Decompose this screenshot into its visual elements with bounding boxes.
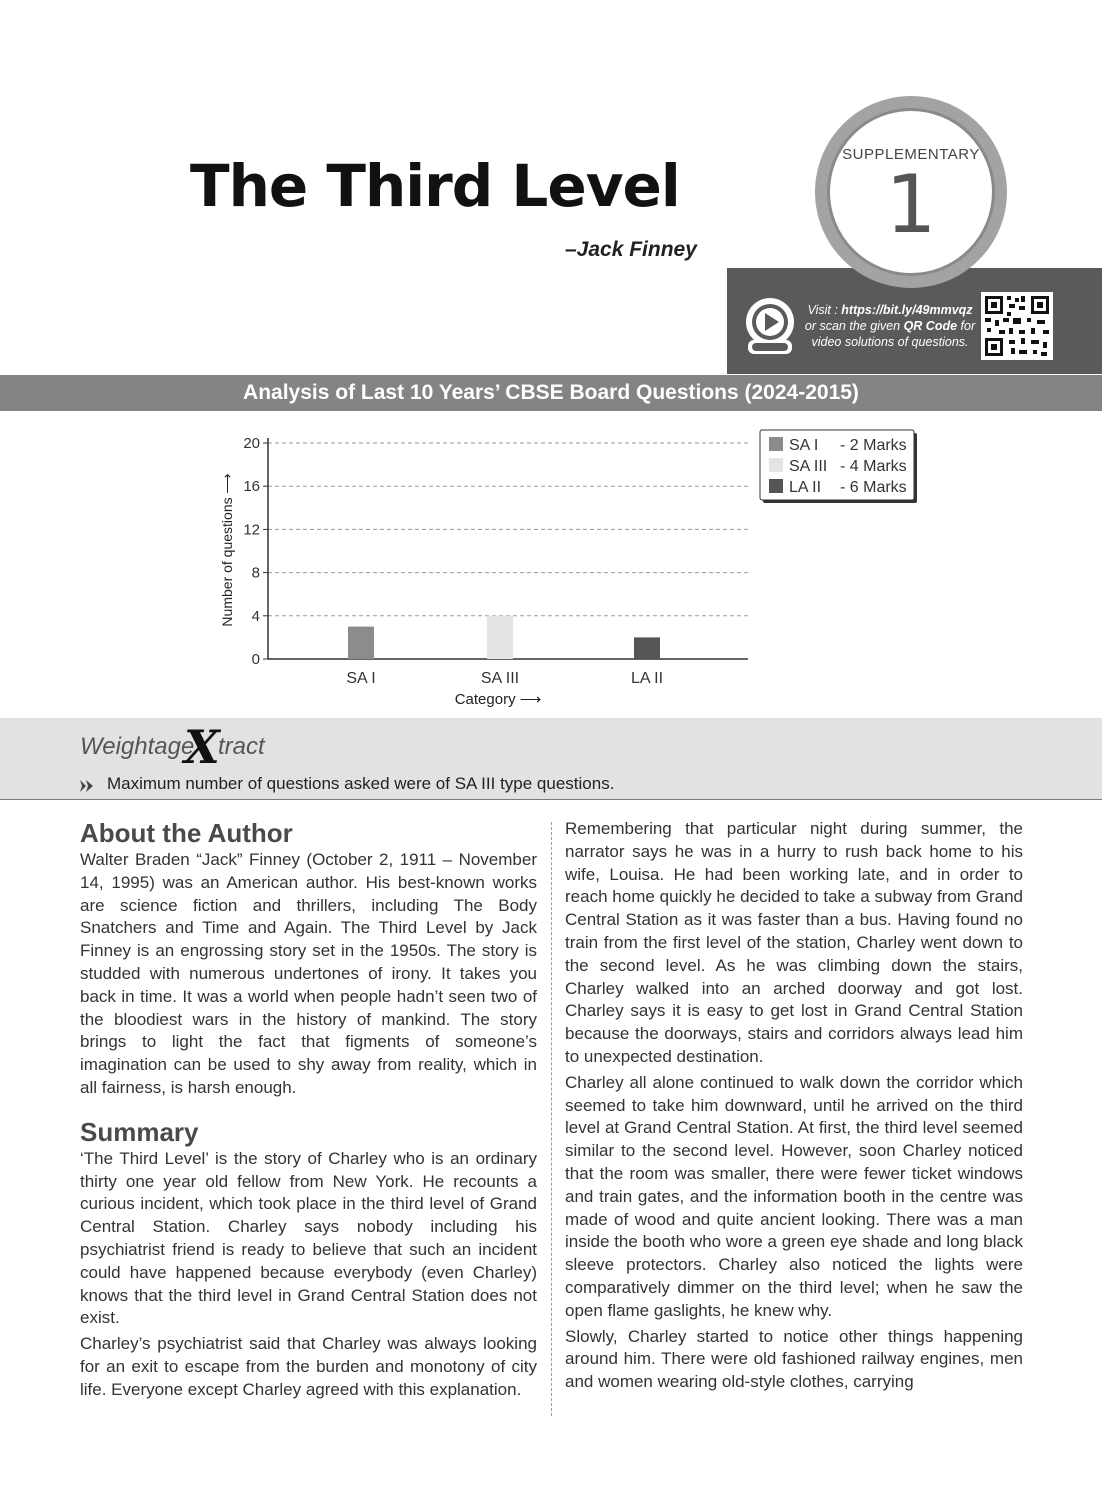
analysis-bar-chart (210, 420, 930, 710)
badge-label: SUPPLEMENTARY (842, 146, 980, 163)
bar-la-ii (634, 637, 660, 659)
summary-paragraph-3: Remembering that particular night during summer, the narrator says he was in a hurry to rush back home to his wife, Louisa. He had been working late, and in order to reach home quickly he decided to take a subway from Grand Central Station as it was faster than a bus. Having found no train from the first level of the station, Charley went down to the second level. As he was climbing down the stairs, Charley walked into an arched doorway and got lost. Charley says it is easy to get lost in Grand Central Station because the doorways, stairs and corridors always lead him to unexpected destination. (565, 819, 1023, 1066)
y-tick-label: 20 (243, 435, 260, 452)
legend-name: SA I (789, 437, 819, 454)
y-tick-label: 0 (251, 651, 260, 668)
video-instructions (804, 302, 976, 350)
summary-paragraph-2: Charley’s psychiatrist said that Charley was always looking for an exit to escape from the burden and monotony of city life. Everyone except Charley agreed with this explanation. (80, 1334, 537, 1399)
legend-desc: - 4 Marks (840, 458, 907, 475)
summary-paragraph-4: Charley all alone continued to walk down the corridor which seemed to take him downward, until he arrived on the third level at Grand Central Station. At first, the third level seemed similar to the second level. However, soon Charley noticed that the room was smaller, there were fewer ticket windows and train gates, and the information booth in the centre was made of wood and quite ancient looking. There was a man inside the booth who wore a green eye shade and long black sleeve protectors. Charley also noticed the lights were comparatively dimmer on the third level; when he saw the open flame gaslights, he knew why. (565, 1072, 1023, 1320)
right-column (565, 818, 1023, 1397)
legend-desc: - 2 Marks (840, 437, 907, 454)
y-tick-label: 12 (243, 521, 260, 539)
summary-heading: Summary (80, 1116, 199, 1147)
about-text: Walter Braden “Jack” Finney (October 2, 1911 – November 14, 1995) was an American author. His best-known works are science fiction and thrillers, including The Body Snatchers and Time and Again. The Third Level by Jack Finney is an engrossing story set in the 1950s. The story is studded with numerous undertones of irony. It takes you back in time. It was a world when people hadn’t seen two of the bloodiest wars in the history of mankind. The story brings to light the fact that figments of someone’s imagination can be used to shy away from reality, which in all fairness, is harsh enough. (80, 850, 537, 1097)
weightage-logo-prefix: Weightage (80, 733, 195, 760)
bar-sa-i (348, 627, 374, 659)
legend-swatch (769, 437, 783, 451)
visit-prefix: Visit : (807, 303, 842, 317)
double-chevron-right-icon (80, 778, 94, 794)
left-column (80, 818, 537, 1405)
analysis-title: Analysis of Last 10 Years’ CBSE Board Questions (2024-2015) (0, 375, 1102, 411)
y-tick-label: 4 (251, 607, 260, 625)
chapter-author: –Jack Finney (565, 238, 697, 261)
about-heading: About the Author (80, 818, 293, 848)
scan-suffix: for (957, 319, 976, 333)
legend-name: LA II (789, 479, 822, 496)
scan-prefix: or scan the given (804, 319, 904, 333)
x-tick-label: SA III (480, 670, 520, 687)
qr-code-label: QR Code (903, 319, 958, 333)
video-note: video solutions of questions. (811, 335, 969, 349)
summary-paragraph-1: ‘The Third Level’ is the story of Charley who is an ordinary thirty one year old fellow from New York. He recounts a curious incident, which took place in the third level of Grand Central Station. Charley says nobody including his psychiatrist friend is ready to believe that such an incident could have happened because everybody (even Charley) knows that the third level in Grand Central Station does not exist. (80, 1148, 537, 1328)
badge-number: 1 (885, 158, 937, 251)
legend-desc: - 6 Marks (840, 479, 907, 496)
x-tick-label: SA I (346, 670, 376, 687)
y-axis-label: Number of questions ⟶ (219, 473, 235, 627)
legend-name: SA III (789, 458, 828, 475)
bar-sa-iii (487, 616, 513, 659)
weightage-logo-x: X (184, 720, 220, 774)
play-button-icon[interactable] (740, 296, 800, 358)
video-url-link[interactable]: https://bit.ly/49mmvqz (841, 303, 973, 317)
summary-paragraph-5: Slowly, Charley started to notice other things happening around him. There were old fashioned railway engines, men and women wearing old-style clothes, carrying (565, 1326, 1023, 1392)
column-divider (551, 822, 552, 1416)
y-tick-label: 16 (243, 478, 260, 496)
qr-code-icon[interactable] (981, 292, 1053, 360)
chapter-title: The Third Level (190, 152, 680, 220)
legend-swatch (769, 479, 783, 493)
weightage-logo-suffix: tract (218, 733, 265, 760)
y-tick-label: 8 (251, 564, 260, 582)
legend-swatch (769, 458, 783, 472)
x-tick-label: LA II (630, 670, 664, 687)
x-axis-label: Category ⟶ (454, 691, 542, 708)
weightage-point: Maximum number of questions asked were of SA III type questions. (107, 774, 615, 793)
